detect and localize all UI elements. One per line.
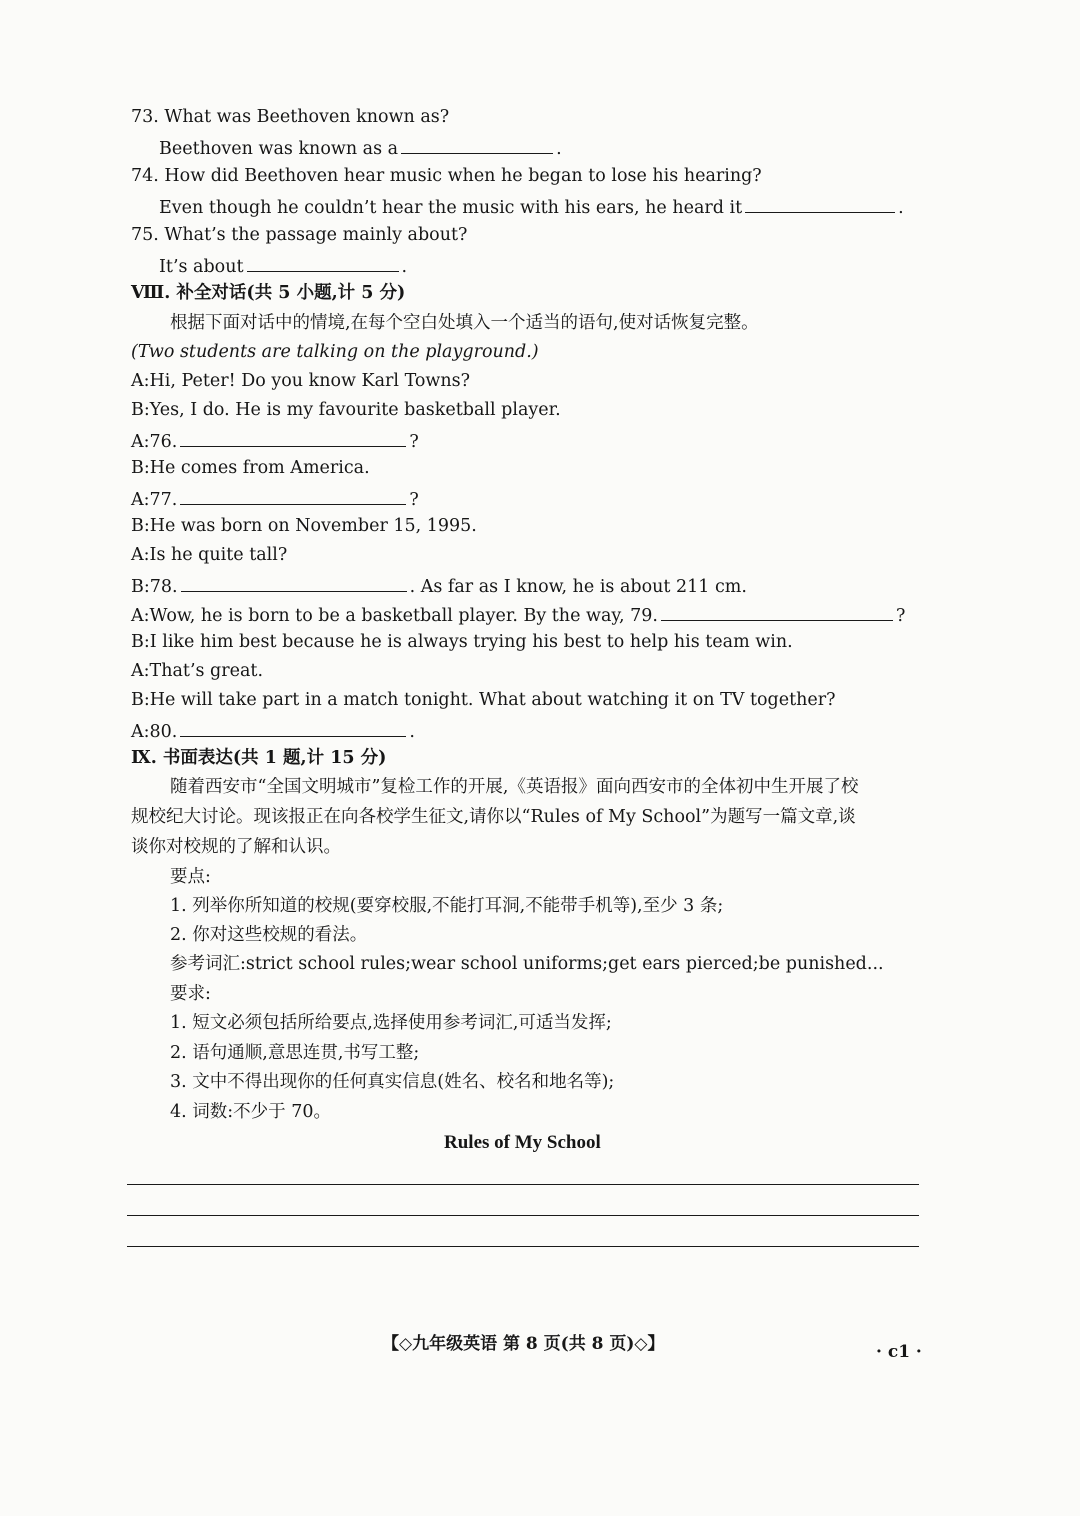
answer-75-suffix: . xyxy=(401,257,408,277)
page-footer: 【◇九年级英语 第 8 页(共 8 页)◇】 xyxy=(382,1334,665,1354)
question-74: 74. How did Beethoven hear music when he began to lose his hearing? xyxy=(131,166,762,186)
vocabulary: 参考词汇:strict school rules;wear school uniforms;get ears pierced;be punished... xyxy=(170,954,884,974)
answer-73-suffix: . xyxy=(556,139,562,159)
section-9-intro: 谈你对校规的了解和认识。 xyxy=(131,837,341,857)
answer-77-blank[interactable] xyxy=(180,486,406,505)
dialogue-line: A:That’s great. xyxy=(131,661,264,681)
section-9-heading: Ⅸ. 书面表达(共 1 题,计 15 分) xyxy=(131,748,387,768)
dialogue-line: B:He comes from America. xyxy=(131,458,370,478)
requirement-item: 4. 词数:不少于 70。 xyxy=(170,1102,331,1122)
requirement-item: 3. 文中不得出现你的任何真实信息(姓名、校名和地名等); xyxy=(170,1072,615,1092)
dialogue-77-suffix: ? xyxy=(409,490,419,510)
dialogue-line: A:Is he quite tall? xyxy=(131,545,288,565)
dialogue-78-prefix: B:78. xyxy=(131,577,178,597)
answer-74-blank[interactable] xyxy=(745,194,895,213)
answer-79-blank[interactable] xyxy=(661,602,893,621)
answer-74-suffix: . xyxy=(898,198,904,218)
dialogue-76-prefix: A:76. xyxy=(131,432,178,452)
dialogue-line-78 xyxy=(131,573,747,598)
dialogue-77-prefix: A:77. xyxy=(131,490,178,510)
answer-74 xyxy=(159,194,904,219)
point-item: 2. 你对这些校规的看法。 xyxy=(170,925,368,945)
writing-line[interactable] xyxy=(127,1215,919,1216)
writing-line[interactable] xyxy=(127,1246,919,1247)
point-item: 1. 列举你所知道的校规(要穿校服,不能打耳洞,不能带手机等),至少 3 条; xyxy=(170,896,724,916)
section-8-instruction: 根据下面对话中的情境,在每个空白处填入一个适当的语句,使对话恢复完整。 xyxy=(170,313,759,333)
dialogue-79-prefix: A:Wow, he is born to be a basketball player. By the way, 79. xyxy=(131,606,658,626)
dialogue-76-suffix: ? xyxy=(409,432,419,452)
dialogue-line: B:Yes, I do. He is my favourite basketball player. xyxy=(131,400,561,420)
question-73: 73. What was Beethoven known as? xyxy=(131,107,450,127)
requirement-item: 1. 短文必须包括所给要点,选择使用参考词汇,可适当发挥; xyxy=(170,1013,612,1033)
answer-74-prefix: Even though he couldn’t hear the music with his ears, he heard it xyxy=(159,198,743,218)
answer-73-prefix: Beethoven was known as a xyxy=(159,139,399,159)
section-9-intro: 随着西安市“全国文明城市”复检工作的开展,《英语报》面向西安市的全体初中生开展了校 xyxy=(170,777,859,797)
dialogue-line-80 xyxy=(131,718,415,743)
dialogue-line: B:He was born on November 15, 1995. xyxy=(131,516,477,536)
requirement-item: 2. 语句通顺,意思连贯,书写工整; xyxy=(170,1043,420,1063)
essay-title: Rules of My School xyxy=(444,1132,601,1153)
dialogue-line-76 xyxy=(131,428,419,453)
answer-80-blank[interactable] xyxy=(180,718,406,737)
dialogue-80-suffix: . xyxy=(409,722,415,742)
section-9-intro: 规校纪大讨论。现该报正在向各校学生征文,请你以“Rules of My School”为题写一篇文章,谈 xyxy=(131,807,856,827)
dialogue-line: B:I like him best because he is always trying his best to help his team win. xyxy=(131,632,793,652)
dialogue-79-suffix: ? xyxy=(895,606,906,626)
dialogue-scene: (Two students are talking on the playground.) xyxy=(131,342,539,362)
answer-73 xyxy=(159,135,562,160)
answer-75 xyxy=(159,253,407,278)
dialogue-78-suffix: . As far as I know, he is about 211 cm. xyxy=(409,577,747,597)
dialogue-line: B:He will take part in a match tonight. What about watching it on TV together? xyxy=(131,690,836,710)
page-code: · c1 · xyxy=(876,1342,922,1362)
answer-73-blank[interactable] xyxy=(401,135,553,154)
dialogue-80-prefix: A:80. xyxy=(131,722,178,742)
points-label: 要点: xyxy=(170,867,211,887)
dialogue-line-79 xyxy=(131,602,905,627)
dialogue-line-77 xyxy=(131,486,419,511)
answer-78-blank[interactable] xyxy=(181,573,407,592)
dialogue-line: A:Hi, Peter! Do you know Karl Towns? xyxy=(131,371,471,391)
requirements-label: 要求: xyxy=(170,984,211,1004)
writing-line[interactable] xyxy=(127,1184,919,1185)
section-8-heading: Ⅷ. 补全对话(共 5 小题,计 5 分) xyxy=(131,283,406,303)
answer-75-blank[interactable] xyxy=(247,253,399,272)
answer-75-prefix: It’s about xyxy=(159,257,244,277)
question-75: 75. What’s the passage mainly about? xyxy=(131,225,468,245)
answer-76-blank[interactable] xyxy=(180,428,406,447)
